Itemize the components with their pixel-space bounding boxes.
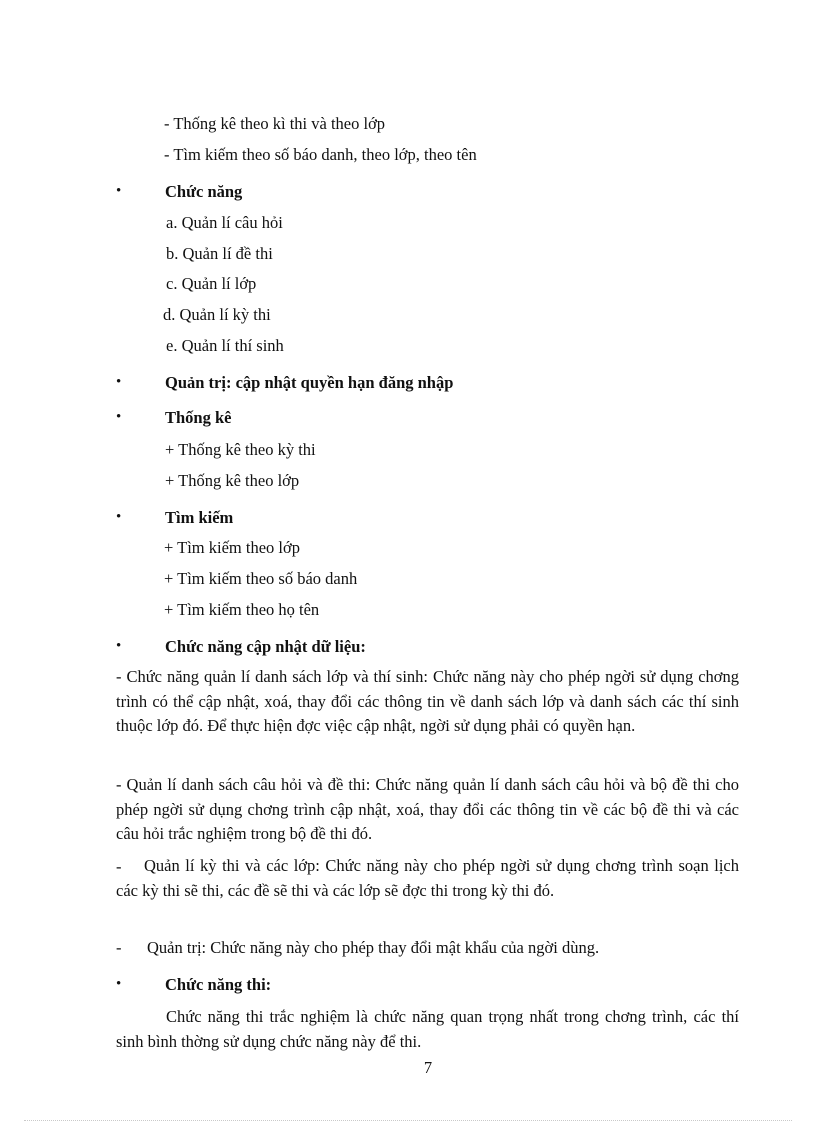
list-item: + Tìm kiếm theo họ tên (164, 600, 320, 619)
footer-divider (24, 1120, 792, 1121)
section-heading-cap-nhat: Chức năng cập nhật dữ liệu: (165, 637, 366, 656)
paragraph-dash: - (116, 857, 122, 876)
bullet-icon: • (116, 409, 122, 425)
list-item: e. Quản lí thí sinh (166, 336, 284, 355)
list-item: a. Quản lí câu hỏi (166, 213, 283, 232)
bullet-icon: • (116, 183, 122, 199)
intro-line-2: - Tìm kiếm theo số báo danh, theo lớp, theo tên (164, 145, 477, 164)
page-number: 7 (423, 1058, 433, 1077)
paragraph-quan-li-cau-hoi: - Quản lí danh sách câu hỏi và đề thi: Chức năng quản lí danh sách câu hỏi và bộ đề thi cho phép ngời sử dụng chơng trình cập nhật, xoá, thay đổi các thông tin về các bộ đề thi và các câu hỏi trắc nghiệm trong bộ đề thi đó. (116, 775, 739, 843)
paragraph-chuc-nang-thi: Chức năng thi trắc nghiệm là chức năng quan trọng nhất trong chơng trình, các thí sinh bình thờng sử dụng chức năng này để thi. (116, 1007, 739, 1051)
bullet-icon: • (116, 374, 122, 390)
list-item: b. Quản lí đề thi (166, 244, 273, 263)
intro-line-1: - Thống kê theo kì thi và theo lớp (164, 114, 386, 133)
paragraph-quan-li-ky-thi: Quản lí kỳ thi và các lớp: Chức năng này cho phép ngời sử dụng chơng trình soạn lịch các kỳ thi sẽ thi, các đề sẽ thi và các lớp sẽ đợc thi trong kỳ thi đó. (116, 856, 739, 900)
list-item: d. Quản lí kỳ thi (163, 305, 271, 324)
list-item: + Thống kê theo lớp (165, 471, 300, 490)
paragraph-quan-li-lop: - Chức năng quản lí danh sách lớp và thí sinh: Chức năng này cho phép ngời sử dụng chơng trình có thể cập nhật, xoá, thay đổi các thông tin về danh sách lớp và danh sách các thí sinh thuộc lớp đó. Để thực hiện đợc việc cập nhật, ngời sử dụng phải có quyền hạn. (116, 667, 739, 735)
section-heading-thong-ke: Thống kê (165, 408, 232, 427)
list-item: + Tìm kiếm theo số báo danh (164, 569, 358, 588)
list-item: + Tìm kiếm theo lớp (164, 538, 300, 557)
paragraph-dash: - (116, 938, 122, 957)
section-heading-tim-kiem: Tìm kiếm (165, 508, 234, 527)
section-heading-chuc-nang-thi: Chức năng thi: (165, 975, 272, 994)
paragraph-quan-tri: Quản trị: Chức năng này cho phép thay đổi mật khẩu của ngời dùng. (147, 938, 600, 957)
section-heading-chuc-nang: Chức năng (165, 182, 243, 201)
list-item: c. Quản lí lớp (166, 274, 257, 293)
list-item: + Thống kê theo kỳ thi (165, 440, 316, 459)
bullet-icon: • (116, 638, 122, 654)
section-heading-quan-tri: Quản trị: cập nhật quyền hạn đăng nhập (165, 373, 454, 392)
bullet-icon: • (116, 976, 122, 992)
bullet-icon: • (116, 509, 122, 525)
